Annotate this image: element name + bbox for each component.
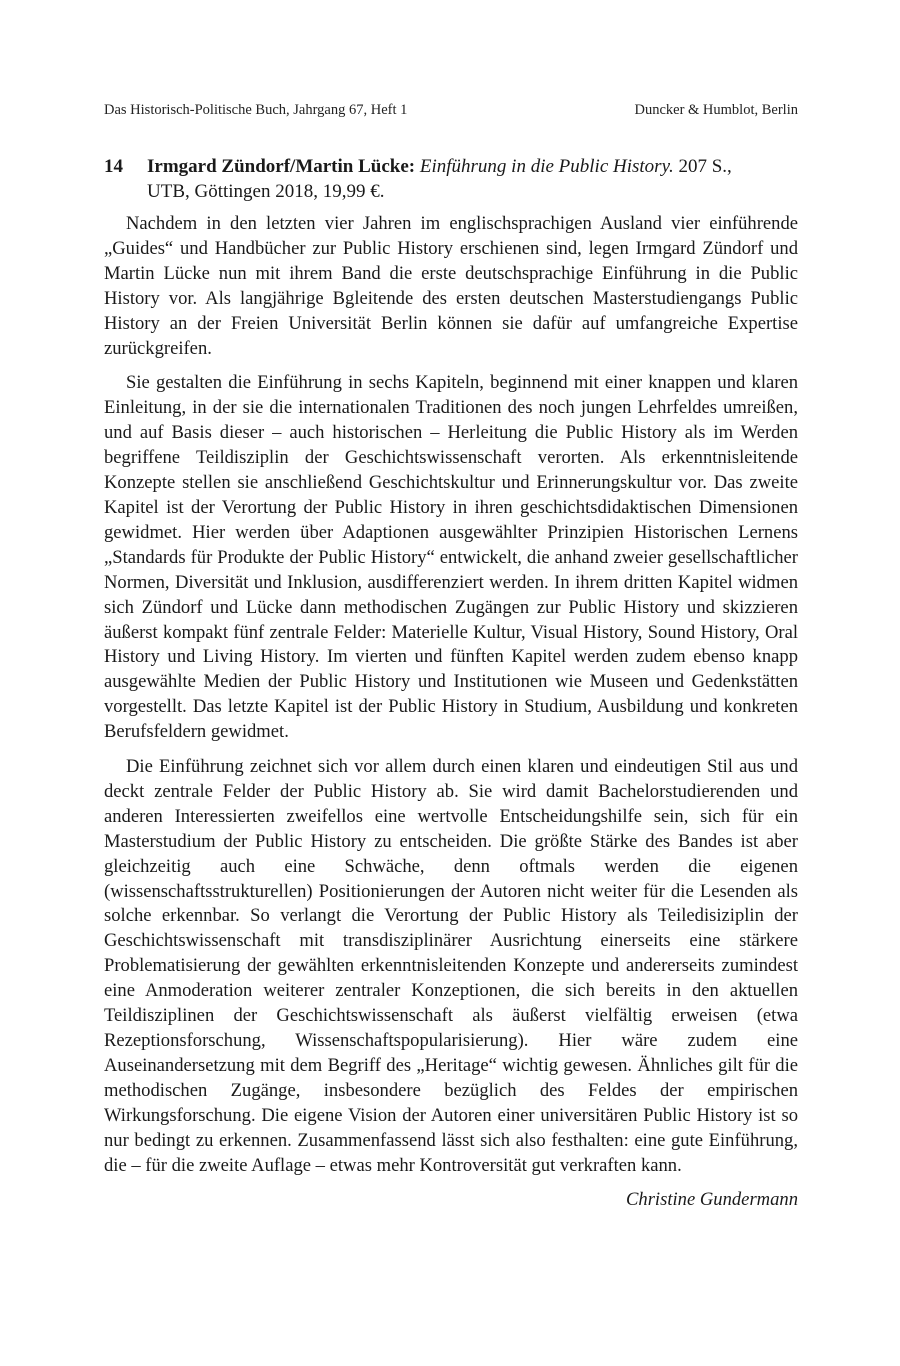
entry-citation [147, 154, 798, 204]
paragraph-2: Sie gestalten die Einführung in sechs Kapiteln, beginnend mit einer knappen und klaren Einleitung, in der sie die internationalen Traditionen des noch jungen Lehrfeldes umreißen, und auf Basis dieser – auch historischen – Herleitung die Public History als im Werden begriffene Teildisziplin der Geschichtswissenschaft verorten. Als erkenntnisleitende Konzepte stellen sie anschließend Geschichtskultur und Erinnerungskultur vor. Das zweite Kapitel ist der Verortung der Public History in ihren geschichtsdidaktischen Dimensionen gewidmet. Hier werden über Adaptionen ausgewählter Prinzipien Historischen Lernens „Standards für Produkte der Public History“ entwickelt, die anhand zweier gesellschaftlicher Normen, Diversität und Inklusion, ausdifferenziert werden. In ihrem dritten Kapitel widmen sich Zündorf und Lücke dann methodischen Zugängen zur Public History und skizzieren äußerst kompakt fünf zentrale Felder: Materielle Kultur, Visual History, Sound History, Oral History und Living History. Im vierten und fünften Kapitel werden zudem ebenso knapp ausgewählte Medien der Public History und Institutionen wie Museen und Gedenkstätten vorgestellt. Das letzte Kapitel ist der Public History in Studium, Ausbildung und konkreten Berufsfeldern gewidmet. [104, 372, 798, 743]
running-head-publisher: Duncker & Humblot, Berlin [634, 102, 798, 118]
paragraph-1: Nachdem in den letzten vier Jahren im englischsprachigen Ausland vier einführende „Guides“ und Handbücher zur Public History erschienen sind, legen Irmgard Zündorf und Martin Lücke nun mit ihrem Band die erste deutschsprachige Einführung in die Public History vor. Als langjährige Bgleitende des ersten deutschen Masterstudiengangs Public History an der Freien Universität Berlin können sie dafür auf umfangreiche Expertise zurückgreifen. [104, 213, 798, 359]
entry-authors: Irmgard Zündorf/Martin Lücke: [147, 156, 416, 177]
entry-details-line2: UTB, Göttingen 2018, 19,99 €. [147, 181, 385, 202]
paragraph-3: Die Einführung zeichnet sich vor allem durch einen klaren und eindeutigen Stil aus und deckt zentrale Felder der Public History ab. Sie wird damit Bachelorstudierenden und anderen Interessierten zweifellos eine wertvolle Entscheidungshilfe sein, sich für ein Masterstudium der Public History zu entscheiden. Die größte Stärke des Bandes ist aber gleichzeitig auch eine Schwäche, denn oftmals werden die eigenen (wissenschaftsstrukturellen) Positionierungen der Autoren nicht weiter für die Lesenden als solche erkennbar. So verlangt die Verortung der Public History als Teiledisiziplin der Geschichtswissenschaft mit transdisziplinärer Ausrichtung einerseits eine stärkere Problematisierung der gewählten erkenntnisleitenden Konzepte und andererseits zumindest eine Anmoderation weiterer zentraler Konzeptionen, die sich bereits in den aktuellen Teildisziplinen der Geschichtswissenschaft als äußerst vielfältig erweisen (etwa Rezeptionsforschung, Wissenschaftspopularisierung). Hier wäre zudem eine Auseinandersetzung mit dem Begriff des „Heritage“ wichtig gewesen. Ähnliches gilt für die methodischen Zugänge, insbesondere bezüglich des Feldes der empirischen Wirkungsforschung. Die eigene Vision der Autoren einer universitären Public History ist so nur bedingt zu erkennen. Zusammenfassend lässt sich also festhalten: eine gute Einführung, die – für die zweite Auflage – etwas mehr Kontroversität gut verkraften kann. [104, 756, 798, 1176]
running-head [104, 101, 798, 119]
entry-title: Einführung in die Public History. [419, 156, 674, 177]
entry-details-line1: 207 S., [678, 156, 732, 177]
review-body [104, 212, 798, 1213]
reviewer-signature: Christine Gundermann [626, 1189, 798, 1211]
review-entry-heading [104, 154, 798, 204]
entry-number: 14 [104, 156, 123, 177]
running-head-journal: Das Historisch-Politische Buch, Jahrgang 67, Heft 1 [104, 102, 408, 118]
